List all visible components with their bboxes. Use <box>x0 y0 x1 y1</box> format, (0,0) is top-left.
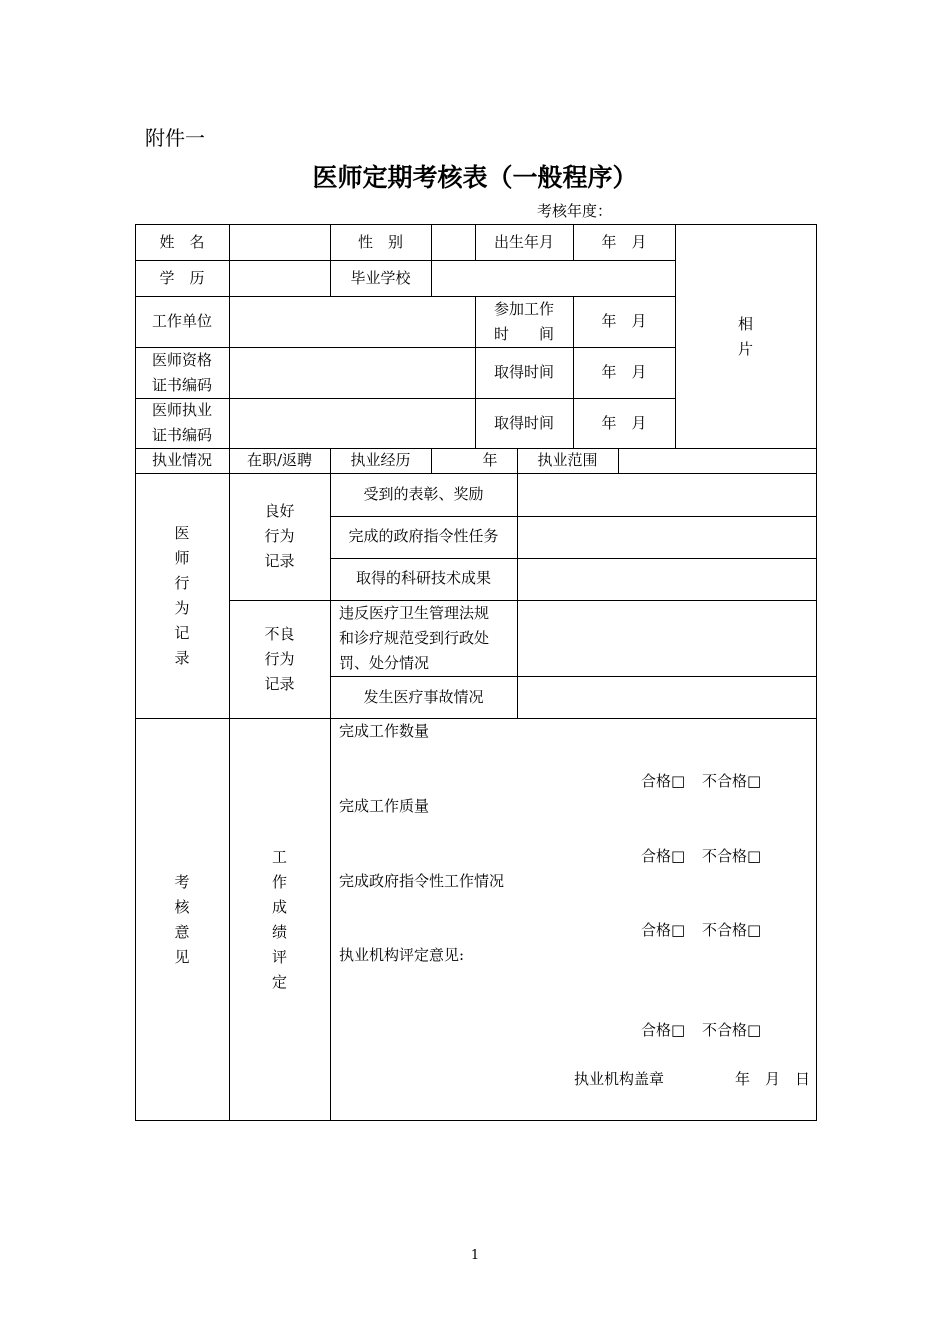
gender-label: 性 别 <box>357 233 403 251</box>
government-tasks-field[interactable] <box>518 517 816 558</box>
photo-label-2: 片 <box>737 340 753 358</box>
join-work-year-month[interactable]: 年 月 <box>601 312 647 330</box>
work-eval-char-2: 作 <box>271 873 287 891</box>
behavior-char-5: 记 <box>174 624 190 642</box>
bad-behavior-line-1: 不良 <box>264 625 295 643</box>
school-label: 毕业学校 <box>350 269 411 287</box>
photo-label-1: 相 <box>737 315 753 333</box>
assessment-char-3: 意 <box>174 923 190 941</box>
gender-field[interactable] <box>432 225 475 260</box>
bad-behavior-label <box>229 622 330 697</box>
work-quality-label: 完成工作质量 <box>339 797 430 815</box>
qualification-cert-label-1: 医师资格 <box>151 351 212 369</box>
institution-opinion-fail-checkbox[interactable]: 不合格□ <box>702 1021 762 1039</box>
join-work-label-1: 参加工作 <box>493 300 554 318</box>
qualification-cert-field[interactable] <box>230 348 475 398</box>
practice-obtain-time-label: 取得时间 <box>493 414 554 432</box>
birth-label: 出生年月 <box>493 233 554 251</box>
violations-label <box>339 601 489 676</box>
good-behavior-line-1: 良好 <box>264 502 295 520</box>
bad-behavior-line-3: 记录 <box>264 675 295 693</box>
research-results-label: 取得的科研技术成果 <box>355 569 491 587</box>
attachment-label: 附件一 <box>145 126 205 150</box>
violations-line-1: 违反医疗卫生管理法规 <box>339 604 490 622</box>
work-unit-field[interactable] <box>230 297 475 347</box>
institution-opinion-pass-checkbox[interactable]: 合格□ <box>641 1021 686 1039</box>
qualification-obtain-year-month[interactable]: 年 月 <box>601 363 647 381</box>
violations-field[interactable] <box>518 601 816 676</box>
practice-status-label: 执业情况 <box>151 451 212 469</box>
work-eval-char-6: 定 <box>271 973 287 991</box>
work-eval-char-3: 成 <box>271 898 287 916</box>
work-quantity-fail-checkbox[interactable]: 不合格□ <box>702 772 762 790</box>
good-behavior-line-2: 行为 <box>264 527 295 545</box>
on-job-option[interactable]: 在职/返聘 <box>246 451 313 469</box>
government-work-pass-checkbox[interactable]: 合格□ <box>641 921 686 939</box>
awards-field[interactable] <box>518 474 816 516</box>
assessment-char-4: 见 <box>174 948 190 966</box>
name-label: 姓 名 <box>159 233 205 251</box>
behavior-char-4: 为 <box>174 599 190 617</box>
behavior-char-1: 医 <box>174 524 190 542</box>
government-work-fail-checkbox[interactable]: 不合格□ <box>702 921 762 939</box>
name-field[interactable] <box>230 225 330 260</box>
work-quality-fail-checkbox[interactable]: 不合格□ <box>702 847 762 865</box>
work-evaluation-label <box>229 845 330 995</box>
work-unit-label: 工作单位 <box>151 312 212 330</box>
government-tasks-label: 完成的政府指令性任务 <box>348 527 499 545</box>
experience-years[interactable]: 年 <box>482 451 498 469</box>
government-work-label: 完成政府指令性工作情况 <box>339 872 505 890</box>
experience-label: 执业经历 <box>350 451 411 469</box>
institution-seal-label: 执业机构盖章 <box>574 1070 665 1088</box>
practice-cert-field[interactable] <box>230 399 475 448</box>
work-eval-char-1: 工 <box>271 848 287 866</box>
school-field[interactable] <box>432 261 675 296</box>
accident-field[interactable] <box>518 677 816 718</box>
behavior-char-6: 录 <box>174 649 190 667</box>
form-title: 医师定期考核表（一般程序） <box>312 163 638 192</box>
assessment-year-label: 考核年度： <box>537 202 613 220</box>
birth-year-month[interactable]: 年 月 <box>601 233 647 251</box>
violations-line-3: 罚、处分情况 <box>339 654 430 672</box>
assessment-char-1: 考 <box>174 873 190 891</box>
education-label: 学 历 <box>159 269 205 287</box>
scope-field[interactable] <box>619 449 816 473</box>
work-quantity-label: 完成工作数量 <box>339 722 430 740</box>
assessment-section-label <box>135 870 229 970</box>
work-eval-char-5: 评 <box>271 948 287 966</box>
practice-obtain-year-month[interactable]: 年 月 <box>601 414 647 432</box>
seal-date[interactable]: 年 月 日 <box>735 1070 811 1088</box>
practice-cert-label-1: 医师执业 <box>151 401 212 419</box>
scope-label: 执业范围 <box>537 451 598 469</box>
bad-behavior-line-2: 行为 <box>264 650 295 668</box>
accident-label: 发生医疗事故情况 <box>363 688 484 706</box>
good-behavior-label <box>229 499 330 574</box>
page-number: 1 <box>470 1248 480 1263</box>
behavior-section-label <box>135 521 229 671</box>
work-quantity-pass-checkbox[interactable]: 合格□ <box>641 772 686 790</box>
awards-label: 受到的表彰、奖励 <box>363 485 484 503</box>
behavior-char-3: 行 <box>174 574 190 592</box>
behavior-char-2: 师 <box>174 549 190 567</box>
qualification-cert-label-2: 证书编码 <box>151 376 212 394</box>
institution-opinion-label: 执业机构评定意见: <box>339 946 465 964</box>
violations-line-2: 和诊疗规范受到行政处 <box>339 629 490 647</box>
education-field[interactable] <box>230 261 330 296</box>
good-behavior-line-3: 记录 <box>264 552 295 570</box>
assessment-char-2: 核 <box>174 898 190 916</box>
qualification-obtain-time-label: 取得时间 <box>493 363 554 381</box>
research-results-field[interactable] <box>518 559 816 600</box>
join-work-label-2: 时 间 <box>493 325 554 343</box>
work-eval-char-4: 绩 <box>271 923 287 941</box>
practice-cert-label-2: 证书编码 <box>151 426 212 444</box>
work-quality-pass-checkbox[interactable]: 合格□ <box>641 847 686 865</box>
